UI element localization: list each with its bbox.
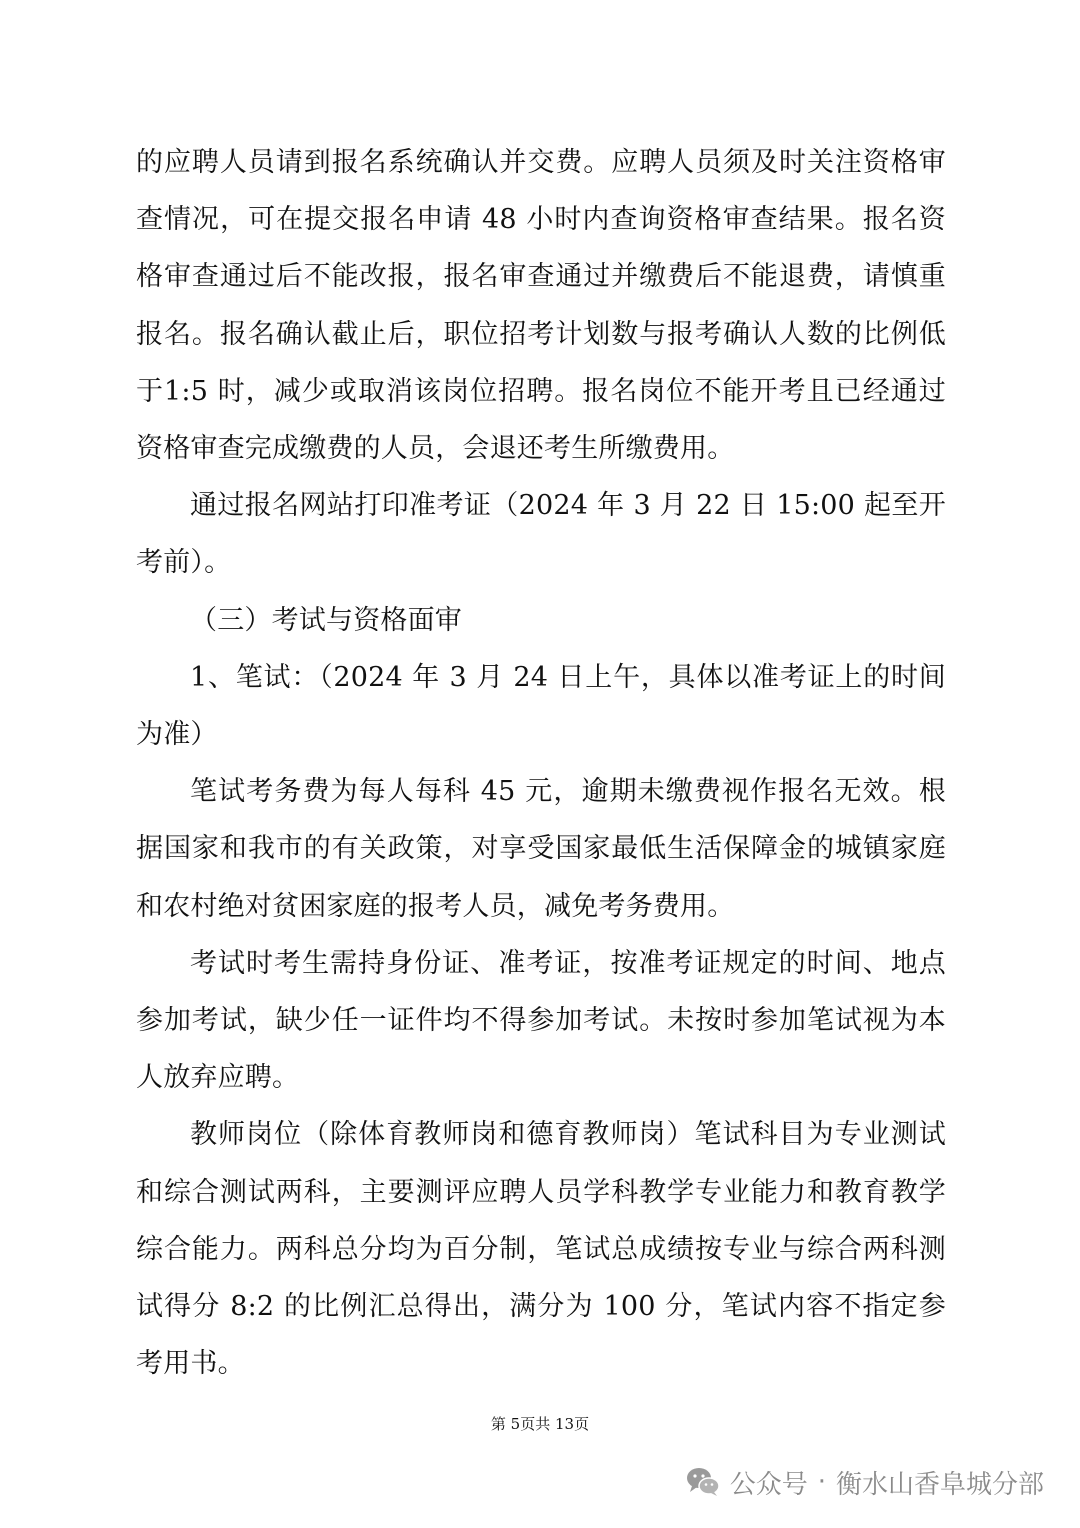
watermark: [686, 1462, 1044, 1502]
wechat-icon: [686, 1467, 720, 1497]
section-heading-exam: （三）考试与资格面审: [190, 604, 462, 636]
paragraph-admission-ticket: 通过报名网站打印准考证（2024 年 3 月 22 日 15:00 起至开考前）。: [136, 490, 946, 579]
paragraph-exam-fee: 笔试考务费为每人每科 45 元，逾期未缴费视作报名无效。根据国家和我市的有关政策，对享受国家最低生活保障金的城镇家庭和农村绝对贫困家庭的报考人员，减免考务费用。: [136, 776, 946, 922]
paragraph-registration-review: 的应聘人员请到报名系统确认并交费。应聘人员须及时关注资格审查情况，可在提交报名申请 48 小时内查询资格审查结果。报名资格审查通过后不能改报，报名审查通过并缴费后不能退费，请慎重报名。报名确认截止后，职位招考计划数与报考确认人数的比例低于1:5 时，减少或取消该岗位招聘。报名岗位不能开考且已经通过资格审查完成缴费的人员，会退还考生所缴费用。: [136, 147, 946, 465]
document-body: [136, 134, 946, 1392]
paragraph-teacher-subjects: 教师岗位（除体育教师岗和德育教师岗）笔试科目为专业测试和综合测试两科，主要测评应聘人员学科教学专业能力和教育教学综合能力。两科总分均为百分制，笔试总成绩按专业与综合两科测试得分 8:2 的比例汇总得出，满分为 100 分，笔试内容不指定参考用书。: [136, 1119, 946, 1380]
watermark-separator: ·: [817, 1467, 826, 1497]
paragraph-exam-requirements: 考试时考生需持身份证、准考证，按准考证规定的时间、地点参加考试，缺少任一证件均不得参加考试。未按时参加笔试视为本人放弃应聘。: [136, 947, 946, 1094]
paragraph-written-exam-date: 1、笔试：（2024 年 3 月 24 日上午，具体以准考证上的时间为准）: [136, 661, 946, 751]
watermark-prefix: 公众号: [729, 1469, 808, 1500]
page-number-footer: 第 5页共 13页: [490, 1415, 590, 1433]
watermark-account: 衡水山香阜城分部: [835, 1469, 1044, 1500]
